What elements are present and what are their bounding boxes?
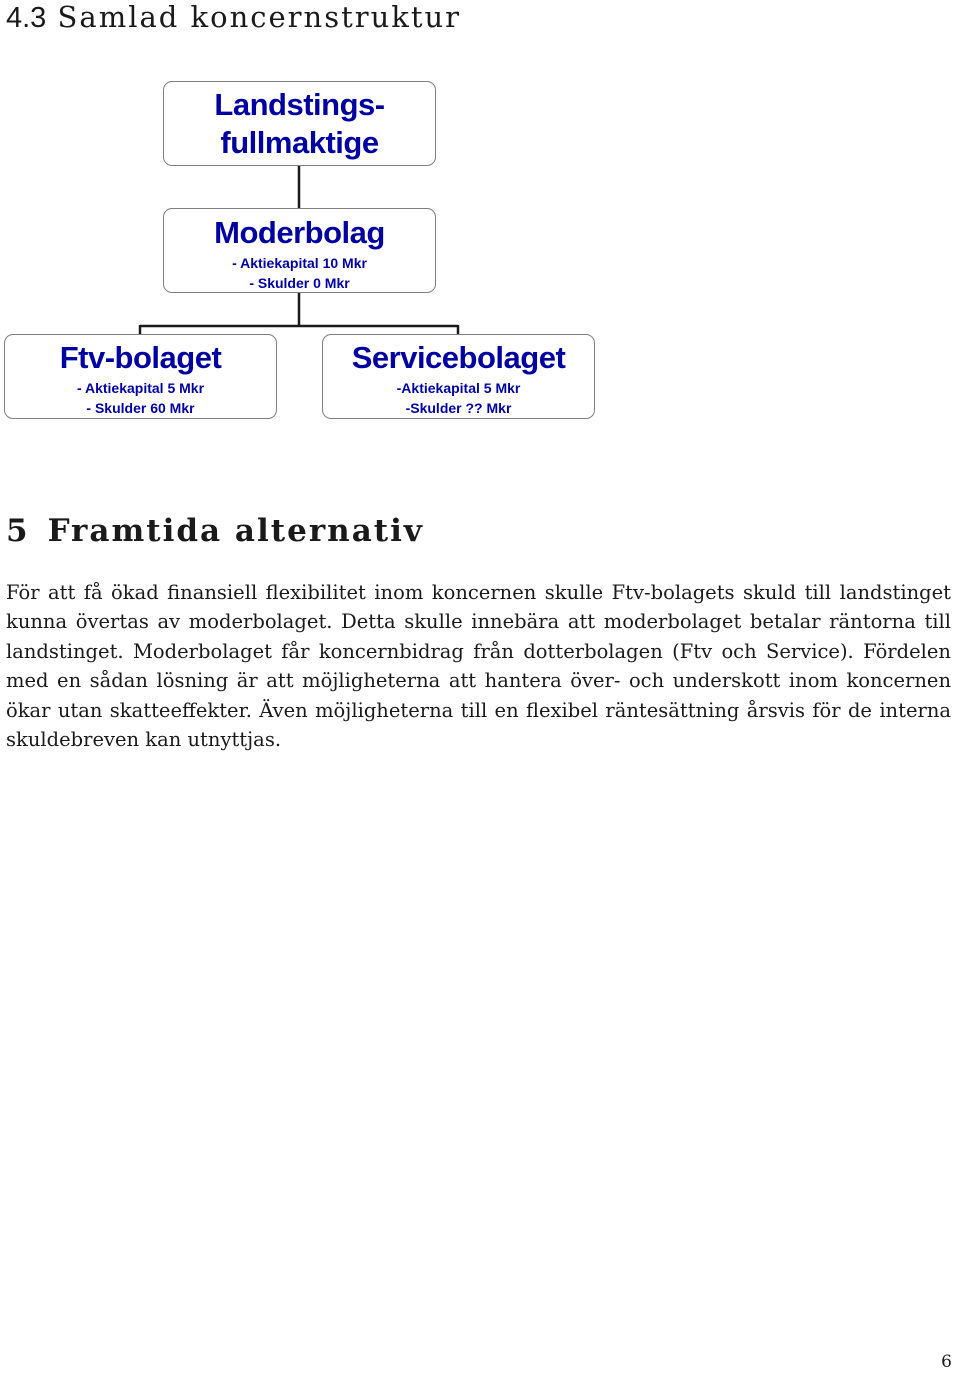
org-node-servicebolaget [322,334,595,419]
org-node-ftv-bolaget [4,334,277,419]
chapter-heading [6,509,424,553]
org-node-title: Moderbolag [214,215,385,250]
org-node-detail: - Skulder 0 Mkr [249,275,350,291]
page-number: 6 [941,1352,952,1372]
org-node-title: Servicebolaget [351,340,566,375]
org-node-detail: - Aktiekapital 5 Mkr [76,380,205,396]
org-node-title-line1: Landstings- [214,87,385,122]
chapter-title: Framtida alternativ [47,513,424,549]
org-node-detail: -Aktiekapital 5 Mkr [396,380,521,396]
org-node-detail: - Skulder 60 Mkr [86,400,195,416]
org-node-title: Ftv-bolaget [59,340,222,375]
section-title: Samlad koncernstruktur [57,0,462,34]
org-node-landstingsfullmaktige [163,81,436,166]
org-node-moderbolag [163,208,436,293]
section-number: 4.3 [6,2,47,34]
org-node-title-line2: fullmaktige [220,125,379,160]
org-node-detail: -Skulder ?? Mkr [405,400,512,416]
body-paragraph: För att få ökad finansiell flexibilitet inom koncernen skulle Ftv-bolagets skuld till landstinget kunna övertas av moderbolaget. Detta skulle innebära att moderbolaget betalar räntorna till landstinget. Moderbolaget får koncernbidrag från dotterbolagen (Ftv och Service). Fördelen med en sådan lösning är att möjligheterna att hantera över- och underskott inom koncernen ökar utan skatteeffekter. Även möjligheterna till en flexibel räntesättning årsvis för de interna skuldebreven kan utnyttjas. [6,581,951,752]
chapter-number: 5 [6,513,30,549]
org-node-detail: - Aktiekapital 10 Mkr [232,255,367,271]
